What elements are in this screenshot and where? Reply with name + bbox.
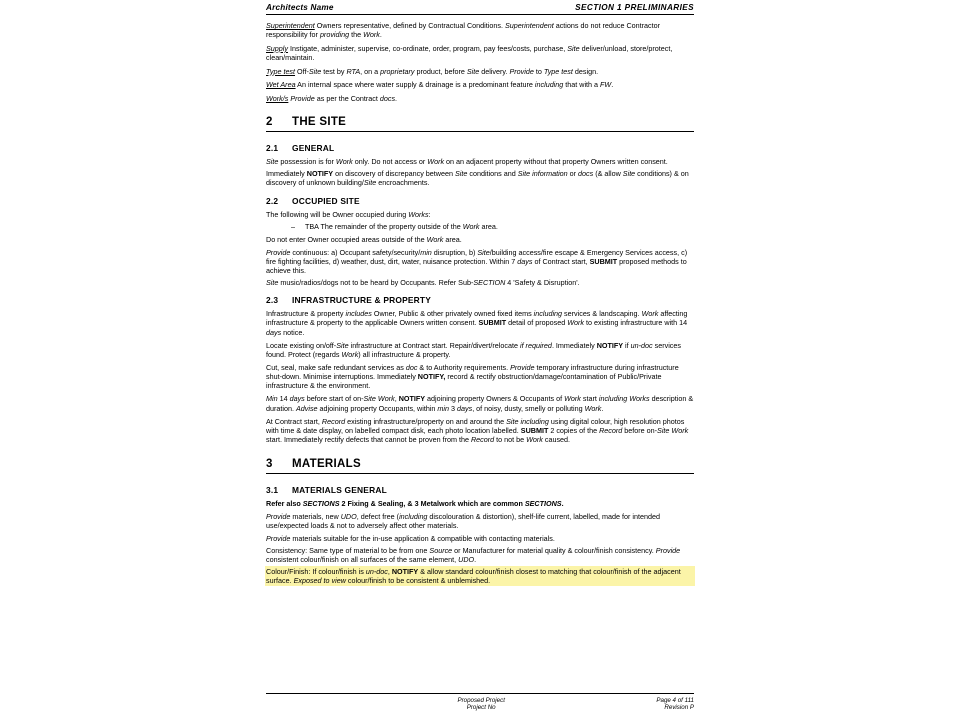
definition-text: Owners representative, defined by Contractual Conditions. Superintendent actions do not reduce Contractor responsibility for providing the Work. [266, 21, 660, 40]
paragraph: Locate existing on/off-Site infrastructure at Contract start. Repair/divert/relocate if required. Immediately NOTIFY if un-doc services found. Protect (regards Work) all infrastructure & property. [266, 341, 681, 360]
paragraph: The following will be Owner occupied during Works: [266, 209, 431, 219]
subsection-heading-infrastructure-property [266, 295, 694, 305]
document-header [266, 0, 694, 15]
definition-text: Provide as per the Contract docs. [290, 93, 398, 103]
definition-term: Type test [266, 66, 296, 76]
refer-also-note: Refer also SECTIONS 2 Fixing & Sealing, & 3 Metalwork which are common SECTIONS. [266, 498, 564, 508]
subsection-title: GENERAL [292, 143, 335, 154]
paragraph: Infrastructure & property includes Owner, Public & other privately owned fixed items including services & landscaping. Work affecting infrastructure & property to the applicable Owners written consent. SUBMIT detail of proposed Work to existing infrastructure with 14 days notice. [266, 309, 688, 337]
paragraph: Do not enter Owner occupied areas outside of the Work area. [266, 235, 462, 245]
definition-term: Supply [266, 43, 288, 53]
definition-term: Wet Area [266, 80, 296, 90]
definition-item [266, 67, 694, 76]
subsection-number: 2.2 [266, 195, 279, 206]
dash-bullet-icon: – [291, 221, 295, 231]
subsection-number: 3.1 [266, 484, 279, 495]
definition-item [266, 21, 694, 39]
subsection-title: INFRASTRUCTURE & PROPERTY [292, 295, 432, 306]
footer-project-number: Project No [466, 704, 496, 712]
definition-item [266, 80, 694, 89]
paragraph: Site possession is for Work only. Do not access or Work on an adjacent property without that property Owners written consent. [266, 157, 668, 167]
footer-page-number: Page 4 of 111 [656, 696, 694, 704]
paragraph: Site music/radios/dogs not to be heard by Occupants. Refer Sub-SECTION 4 'Safety & Disruption'. [266, 278, 580, 288]
paragraph: Provide continuous: a) Occupant safety/security/min disruption, b) Site/building access/fire escape & Emergency Services access, c) fire fighting facilities, d) weather, dust, dirt, water, nuisance protection. Within 7 days of Contract start, SUBMIT proposed methods to achieve this. [266, 247, 688, 275]
definition-text: Off-Site test by RTA, on a proprietary product, before Site delivery. Provide to Type test design. [297, 66, 599, 76]
definition-term: Work/s [266, 93, 289, 103]
section-number: 2 [266, 116, 273, 129]
paragraph: Min 14 days before start of on-Site Work, NOTIFY adjoining property Owners & Occupants of Work start including Works description & duration. Advise adjoining property Occupants, within min 3 days, of noisy, dusty, smelly or polluting Work. [266, 394, 694, 413]
subsection-number: 2.1 [266, 143, 279, 154]
header-section-title: SECTION 1 PRELIMINARIES [575, 3, 694, 12]
section-heading-materials [266, 458, 694, 474]
subsection-heading-occupied-site [266, 196, 694, 206]
paragraph: Provide materials, new UDO, defect free (including discolouration & distortion), shelf-life current, labelled, made for intended use/expected loads & not to adversely affect other materials. [266, 512, 660, 531]
list-item-text: TBA The remainder of the property outside of the Work area. [305, 221, 498, 231]
definition-item [266, 94, 694, 103]
subsection-number: 2.3 [266, 295, 279, 306]
paragraph: Consistency: Same type of material to be from one Source or Manufacturer for material quality & colour/finish consistency. Provide consistent colour/finish on all surfaces of the same element, UDO. [266, 545, 681, 564]
definition-text: Instigate, administer, supervise, co-ordinate, order, program, pay fees/costs, purchase, Site deliver/unload, store/protect, clean/maintain. [266, 43, 673, 62]
footer-revision: Revision P [664, 704, 694, 712]
header-architect-name: Architects Name [266, 3, 334, 12]
footer-project-name: Proposed Project [457, 696, 505, 704]
document-footer [266, 693, 694, 712]
paragraph: Provide materials suitable for the in-use application & compatible with contacting materials. [266, 533, 555, 543]
definition-term: Superintendent [266, 21, 315, 30]
definition-text: An internal space where water supply & drainage is a predominant feature including that with a FW. [297, 80, 614, 90]
paragraph: Cut, seal, make safe redundant services as doc & to Authority requirements. Provide temporary infrastructure during infrastructure shut-down. Minimise interruptions. Immediately NOTIFY, record & rectify obstruction/damage/contamination of Public/Private infrastructure & the environment. [266, 362, 679, 390]
subsection-heading-general [266, 143, 694, 153]
section-title: MATERIALS [292, 457, 361, 470]
section-title: THE SITE [292, 116, 347, 129]
subsection-heading-materials-general [266, 485, 694, 495]
list-item [266, 222, 694, 231]
highlighted-paragraph-colour-finish: Colour/Finish: If colour/finish is un-doc, NOTIFY & allow standard colour/finish closest to matching that colour/finish of the adjacent surface. Exposed to view colour/finish to be consistent & unblemished. [266, 567, 694, 585]
section-number: 3 [266, 457, 273, 470]
paragraph: Immediately NOTIFY on discovery of discrepancy between Site conditions and Site information or docs (& allow Site conditions) & on discovery of unknown building/Site encroachments. [266, 169, 689, 188]
definitions-block [266, 21, 694, 103]
section-heading-the-site [266, 116, 694, 132]
subsection-title: MATERIALS GENERAL [292, 484, 387, 495]
definition-item [266, 44, 694, 62]
subsection-title: OCCUPIED SITE [292, 195, 360, 206]
document-page [266, 0, 694, 720]
paragraph: At Contract start, Record existing infrastructure/property on and around the Site including using digital colour, high resolution photos with time & date display, on labelled compact disk, each photo location labelled. SUBMIT 2 copies of the Record before on-Site Work start. Immediately rectify defects that cannot be proven from the Record to not be Work caused. [266, 417, 689, 445]
